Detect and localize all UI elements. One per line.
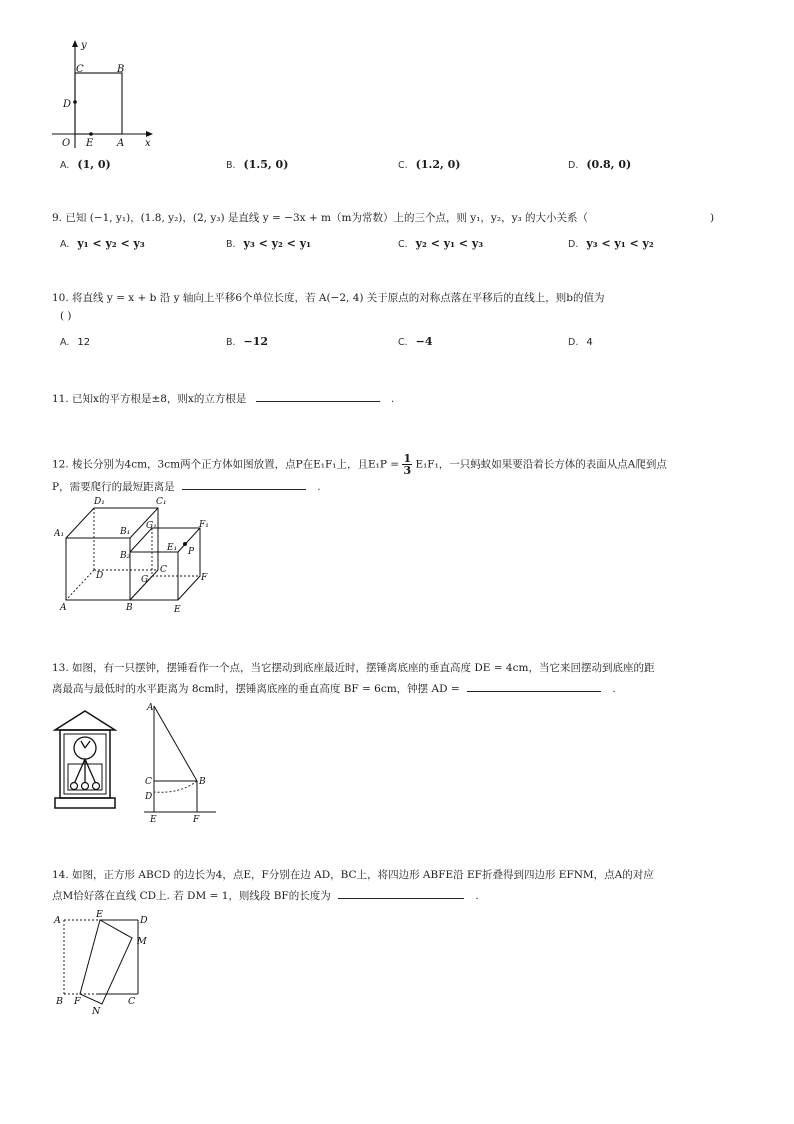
q8-option-b[interactable] (226, 158, 288, 173)
fig8-label-E: E (86, 138, 94, 149)
option-text: y₃ < y₂ < y₁ (243, 237, 311, 250)
q13-end: . (612, 683, 616, 695)
q12-label-C: C (160, 565, 167, 575)
q12-stem-b: E₁F₁，一只蚂蚁如果要沿着长方体的表面从点A爬到点 (415, 458, 667, 471)
option-text: 4 (586, 337, 593, 348)
fig8-label-x: x (145, 138, 151, 149)
q10-option-b[interactable] (226, 335, 268, 350)
q12-label-E: E (174, 605, 181, 615)
q14-line-2 (52, 887, 479, 903)
q13-label-B: B (199, 777, 206, 787)
fraction-denominator: 3 (403, 464, 412, 477)
q9-option-b[interactable] (226, 237, 311, 252)
q12-line-1 (52, 453, 667, 476)
q12-label-G1: G₁ (146, 521, 157, 531)
q10-answer-paren: ( ) (60, 310, 72, 322)
option-letter: B. (226, 239, 236, 250)
q10-option-c[interactable] (398, 335, 433, 350)
fig8-label-B: B (117, 64, 125, 75)
option-letter: B. (226, 160, 236, 171)
q12-end: . (317, 481, 321, 493)
option-text: (1, 0) (77, 158, 111, 171)
q12-label-D: D (96, 571, 104, 581)
fig8-label-A: A (117, 138, 125, 149)
q13-pendulum-figure (140, 700, 222, 824)
q13-label-E: E (150, 815, 157, 824)
option-text: y₃ < y₁ < y₂ (586, 237, 654, 250)
fig8-label-y: y (81, 40, 87, 51)
q9-option-c[interactable] (398, 237, 483, 252)
q9-option-a[interactable] (60, 237, 145, 252)
q12-fraction (402, 453, 412, 476)
option-text: −4 (415, 335, 433, 348)
q12-label-B: B (126, 603, 133, 613)
option-letter: C. (398, 337, 408, 348)
q11-end: . (391, 393, 395, 405)
option-letter: D. (568, 239, 579, 250)
q12-stem-a: 12. 棱长分别为4cm，3cm两个正方体如图放置，点P在E₁F₁上，且E₁P = (52, 458, 400, 471)
q14-square-fold-figure (52, 908, 164, 1016)
q8-coordinate-figure (50, 36, 162, 152)
q12-answer-blank[interactable] (182, 478, 306, 490)
q10-option-a[interactable] (60, 335, 90, 350)
q14-label-A: A (54, 915, 61, 926)
option-letter: D. (568, 337, 579, 348)
option-letter: C. (398, 239, 408, 250)
option-text: 12 (77, 337, 91, 348)
fig8-label-D: D (63, 99, 72, 110)
option-letter: B. (226, 337, 236, 348)
q12-label-F1: F₁ (199, 520, 209, 530)
q14-line-1: 14. 如图，正方形 ABCD 的边长为4，点E，F分别在边 AD，BC上，将四边形 ABFE沿 EF折叠得到四边形 EFNM，点A的对应 (52, 869, 654, 881)
q11-stem: 11. 已知x的平方根是±8，则x的立方根是 (52, 393, 247, 405)
q12-label-B1: B₁ (120, 527, 131, 537)
q13-clock-illustration (52, 708, 118, 812)
q8-option-d[interactable] (568, 158, 631, 173)
q13-label-A: A (147, 703, 154, 713)
q12-label-A1: A₁ (54, 529, 65, 539)
q12-label-D1: D₁ (94, 497, 105, 507)
q14-label-B: B (56, 996, 63, 1007)
q9-close-paren: ) (710, 212, 715, 224)
q13-line-2 (52, 680, 616, 696)
q9-stem: 9. 已知 (−1, y₁)，(1.8, y₂)，(2, y₃) 是直线 y = −3x + m（m为常数）上的三个点，则 y₁，y₂，y₃ 的大小关系（ (52, 212, 589, 224)
option-text: y₂ < y₁ < y₃ (415, 237, 484, 250)
option-letter: A. (60, 337, 70, 348)
q13-label-D: D (145, 792, 153, 802)
option-text: y₁ < y₂ < y₃ (77, 237, 145, 250)
q12-label-G: G (141, 575, 149, 585)
option-letter: A. (60, 239, 70, 250)
q12-stem-c: P，需要爬行的最短距离是 (52, 481, 175, 493)
q14-end: . (475, 890, 479, 902)
q14-label-D: D (140, 915, 148, 926)
option-letter: C. (398, 160, 408, 171)
q12-label-F: F (201, 573, 208, 583)
fraction-numerator: 1 (403, 452, 412, 465)
option-text: (1.2, 0) (415, 158, 461, 171)
q12-cubes-figure (54, 492, 224, 616)
q9-option-d[interactable] (568, 237, 654, 252)
q10-option-d[interactable] (568, 335, 593, 350)
q13-label-C: C (145, 777, 152, 787)
q10-stem: 10. 将直线 y = x + b 沿 y 轴向上平移6个单位长度，若 A(−2, 4) 关于原点的对称点落在平移后的直线上，则b的值为 (52, 292, 605, 304)
q13-label-F: F (193, 815, 200, 824)
q14-label-N: N (92, 1006, 101, 1016)
q14-label-C: C (128, 996, 136, 1007)
q12-label-A: A (60, 603, 67, 613)
q14-label-M: M (137, 936, 147, 947)
q14-answer-blank[interactable] (338, 887, 464, 899)
fig8-label-C: C (76, 64, 84, 75)
q14-stem-b: 点M恰好落在直线 CD上. 若 DM = 1，则线段 BF的长度为 (52, 890, 331, 902)
q8-option-c[interactable] (398, 158, 461, 173)
option-letter: D. (568, 160, 579, 171)
q12-label-B2: B₂ (120, 551, 131, 561)
option-text: (0.8, 0) (586, 158, 632, 171)
q12-label-P: P (188, 547, 195, 557)
option-letter: A. (60, 160, 70, 171)
q14-label-E: E (96, 909, 103, 920)
q13-answer-blank[interactable] (467, 680, 601, 692)
option-text: (1.5, 0) (243, 158, 289, 171)
option-text: −12 (243, 335, 269, 348)
q11-answer-blank[interactable] (256, 390, 380, 402)
q11-line (52, 390, 394, 406)
q13-stem-b: 离最高与最低时的水平距离为 8cm时，摆锤离底座的垂直高度 BF = 6cm，钟摆 AD = (52, 683, 460, 695)
q13-line-1: 13. 如图，有一只摆钟，摆锤看作一个点，当它摆动到底座最近时，摆锤离底座的垂直高度 DE = 4cm，当它来回摆动到底座的距 (52, 662, 655, 674)
q12-label-E1: E₁ (167, 543, 178, 553)
q14-label-F: F (74, 996, 81, 1007)
q8-option-a[interactable] (60, 158, 111, 173)
q12-label-C1: C₁ (156, 497, 167, 507)
fig8-label-O: O (62, 138, 71, 149)
